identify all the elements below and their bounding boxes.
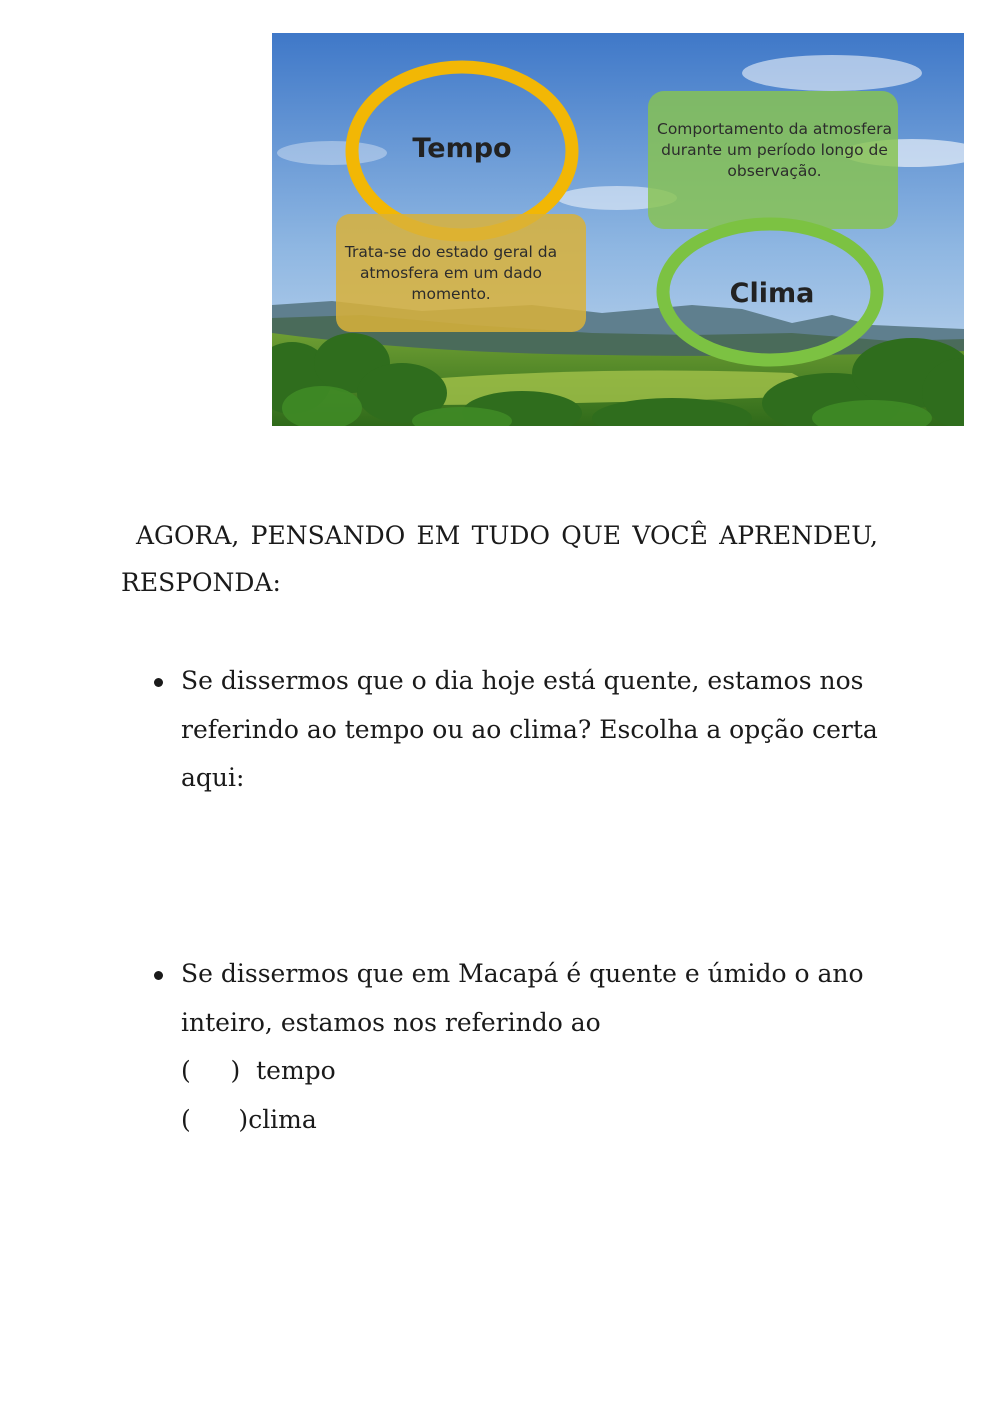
clima-description: Comportamento da atmosfera durante um período longo de observação. (657, 120, 892, 180)
bullet-icon (154, 971, 163, 980)
bullet-icon (154, 678, 163, 687)
intro-paragraph (121, 512, 878, 606)
option-tempo[interactable]: ( ) tempo (181, 1056, 336, 1085)
tempo-clima-infographic (272, 33, 964, 426)
tempo-label: Tempo (412, 133, 512, 164)
intro-text: AGORA, PENSANDO EM TUDO QUE VOCÊ APRENDEU, RESPONDA: (121, 521, 878, 597)
question-2 (181, 950, 878, 1144)
option-clima[interactable]: ( )clima (181, 1104, 317, 1134)
tempo-description: Trata-se do estado geral da atmosfera em um dado momento. (344, 243, 558, 303)
question-1 (181, 657, 878, 803)
question-1-text: Se dissermos que o dia hoje está quente, estamos nos referindo ao tempo ou ao clima? Escolha a opção certa aqui: (181, 666, 878, 792)
clima-label: Clima (729, 278, 815, 309)
landscape-background (272, 33, 964, 426)
question-2-text: Se dissermos que em Macapá é quente e úmido o ano inteiro, estamos nos referindo ao (181, 959, 864, 1037)
